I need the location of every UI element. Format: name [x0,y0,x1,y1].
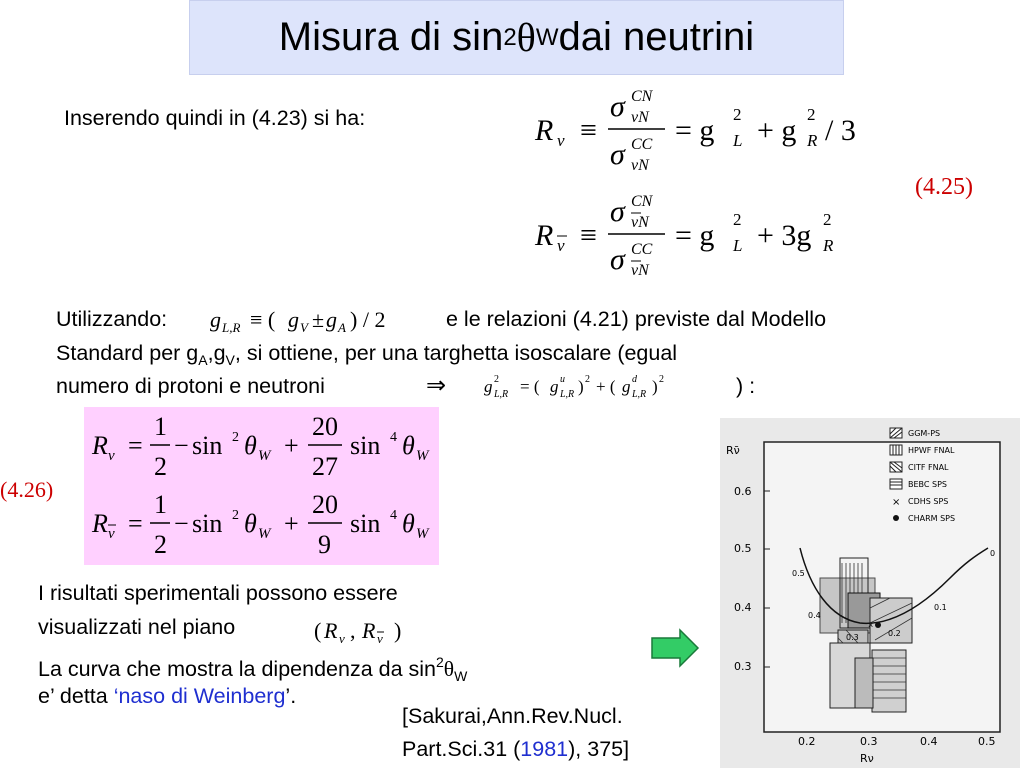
svg-text:CN: CN [631,193,653,210]
plot-y-label: Rν̄ [726,444,740,457]
svg-text:4: 4 [390,430,397,445]
intro-text: Inserendo quindi in (4.23) si ha: [64,106,366,130]
svg-text:0.4: 0.4 [734,601,752,614]
svg-text:W: W [416,526,429,542]
svg-text:0.5: 0.5 [978,735,996,748]
svg-text:−: − [174,431,189,460]
svg-text:+ (: + ( [596,377,616,396]
svg-text:ν: ν [108,448,115,464]
svg-text:0.2: 0.2 [798,735,816,748]
svg-text:= g: = g [675,114,715,147]
svg-text:ν: ν [108,526,115,542]
svg-text:W: W [258,448,271,464]
svg-text:BEBC SPS: BEBC SPS [908,480,947,489]
svg-text:2: 2 [232,508,239,523]
svg-text:≡: ≡ [580,219,597,252]
svg-text:g: g [326,307,337,332]
svg-text:2: 2 [659,374,664,385]
svg-text:HPWF FNAL: HPWF FNAL [908,446,955,455]
svg-text:+ 3g: + 3g [757,219,812,252]
svg-text:): ) [394,618,402,643]
equation-4-25 [525,82,885,287]
svg-text:σ: σ [610,243,625,276]
svg-text:0.5: 0.5 [792,569,805,578]
svg-text:1: 1 [154,412,167,441]
svg-text:ν: ν [557,131,565,150]
svg-text:=: = [128,431,143,460]
svg-text:CHARM SPS: CHARM SPS [908,514,956,523]
svg-text:+ g: + g [757,114,797,147]
svg-text:R: R [92,509,108,538]
svg-text:νN: νN [631,262,649,279]
svg-text:R: R [807,131,818,150]
svg-text:2: 2 [154,530,167,559]
svg-text:sin: sin [192,431,223,460]
svg-text:L: L [733,131,743,150]
plot-x-label: Rν [860,752,874,765]
svg-text:2: 2 [733,210,742,229]
svg-text:V: V [300,320,308,335]
svg-text:g: g [550,377,559,396]
svg-text:W: W [416,448,429,464]
svg-text:ν: ν [339,631,345,646]
svg-text:R: R [362,618,376,643]
svg-text:L,R: L,R [494,389,509,400]
svg-text:A: A [338,320,346,335]
para-line-2: Standard per $g_A,g_V$, si ottiene, per una targhetta isoscalare (egual [56,341,678,368]
svg-text:=: = [128,509,143,538]
svg-text:= (: = ( [520,377,540,396]
right-arrow-icon [650,628,700,668]
svg-text:0.5: 0.5 [734,542,752,555]
para-line-1b: e le relazioni (4.21) previste dal Modello [446,307,827,331]
svg-text:g: g [288,307,299,332]
svg-text:2: 2 [807,105,816,124]
svg-text:0.1: 0.1 [934,603,947,612]
results-line-3: La curva che mostra la dipendenza da $\sin^2\theta_W$ [38,654,468,684]
weinberg-nose-plot [720,418,1020,768]
svg-text:−: − [174,509,189,538]
svg-text:σ: σ [610,90,625,123]
svg-text:= g: = g [675,219,715,252]
reference-line-2: Part.Sci.31 (1981), 375] [402,737,630,761]
svg-text:×: × [868,620,874,630]
svg-text:2: 2 [232,430,239,445]
isoscalar-formula [480,370,720,404]
svg-text:0.3: 0.3 [860,735,878,748]
equation-label-4-26: (4.26) [0,477,54,502]
svg-text:θ: θ [244,431,257,460]
svg-text:GGM-PS: GGM-PS [908,429,941,438]
svg-text:sin: sin [350,509,381,538]
eq-r-symbol: R [535,114,554,147]
svg-text:4: 4 [390,508,397,523]
svg-text:νN: νN [631,109,649,126]
svg-text:L: L [733,236,743,255]
svg-text:): ) [652,377,658,396]
svg-text:CC: CC [631,136,653,153]
svg-text:u: u [560,374,565,385]
svg-text:/ 3: / 3 [825,114,856,147]
svg-text:θ: θ [244,509,257,538]
results-line-2: visualizzati nel piano [38,615,236,639]
results-line-1: I risultati sperimentali possono essere [38,581,398,605]
svg-text:0.4: 0.4 [920,735,938,748]
svg-text:θ: θ [402,509,415,538]
svg-text:(: ( [314,618,322,643]
svg-text:sin: sin [192,509,223,538]
svg-text:sin: sin [350,431,381,460]
svg-text:g: g [484,377,493,396]
svg-text:≡ (: ≡ ( [250,307,276,332]
svg-text:+: + [284,431,299,460]
svg-text:ν: ν [377,631,383,646]
svg-text:20: 20 [312,490,338,519]
svg-text:,: , [350,618,356,643]
svg-text:R: R [324,618,338,643]
svg-text:σ: σ [610,195,625,228]
svg-text:R: R [823,236,834,255]
svg-text:νN: νN [631,214,649,231]
svg-text:g: g [622,377,631,396]
svg-text:±: ± [312,307,325,332]
svg-text:d: d [632,374,637,385]
svg-text:CDHS SPS: CDHS SPS [908,497,949,506]
svg-text:0.6: 0.6 [734,485,752,498]
svg-text:9: 9 [318,530,331,559]
svg-text:+: + [284,509,299,538]
svg-text:2: 2 [733,105,742,124]
svg-text:2: 2 [154,452,167,481]
implies-icon: ⇒ [426,371,447,399]
g-definition-formula [208,302,440,338]
svg-text:0.2: 0.2 [888,629,901,638]
svg-text:0.3: 0.3 [734,660,752,673]
svg-text:27: 27 [312,452,338,481]
svg-text:g: g [210,307,221,332]
svg-text:R: R [535,219,554,252]
svg-text:ν: ν [557,236,565,255]
para-line-1: Utilizzando: [56,307,168,331]
weinberg-nose-term: ‘naso di Weinberg [113,684,286,708]
svg-text:20: 20 [312,412,338,441]
svg-text:0: 0 [990,549,996,558]
svg-text:L,R: L,R [560,389,575,400]
equation-label-4-25: (4.25) [915,174,973,200]
svg-text:2: 2 [585,374,590,385]
page-title: Misura di sin 2 θ W dai neutrini [189,0,844,75]
svg-text:R: R [92,431,108,460]
svg-text:2: 2 [823,210,832,229]
plane-formula [312,614,422,648]
svg-text:CITF FNAL: CITF FNAL [908,463,949,472]
results-line-4: e’ detta ‘naso di Weinberg’. [38,684,297,708]
para-line-3b: ) : [736,374,756,398]
svg-text:νN: νN [631,157,649,174]
svg-text:) / 2: ) / 2 [350,307,386,332]
svg-text:): ) [578,377,584,396]
svg-text:CN: CN [631,88,653,105]
reference-line-1: [Sakurai,Ann.Rev.Nucl. [402,704,623,728]
svg-text:L,R: L,R [632,389,647,400]
svg-text:0.3: 0.3 [846,633,859,642]
svg-text:≡: ≡ [580,114,597,147]
svg-text:0.4: 0.4 [808,611,821,620]
svg-text:σ: σ [610,138,625,171]
svg-text:L,R: L,R [222,320,241,335]
svg-text:2: 2 [494,374,499,385]
svg-text:1: 1 [154,490,167,519]
svg-text:×: × [892,497,901,508]
svg-text:CC: CC [631,241,653,258]
para-line-3: numero di protoni e neutroni [56,374,325,398]
svg-text:θ: θ [402,431,415,460]
equation-4-26 [84,407,439,565]
svg-text:W: W [258,526,271,542]
